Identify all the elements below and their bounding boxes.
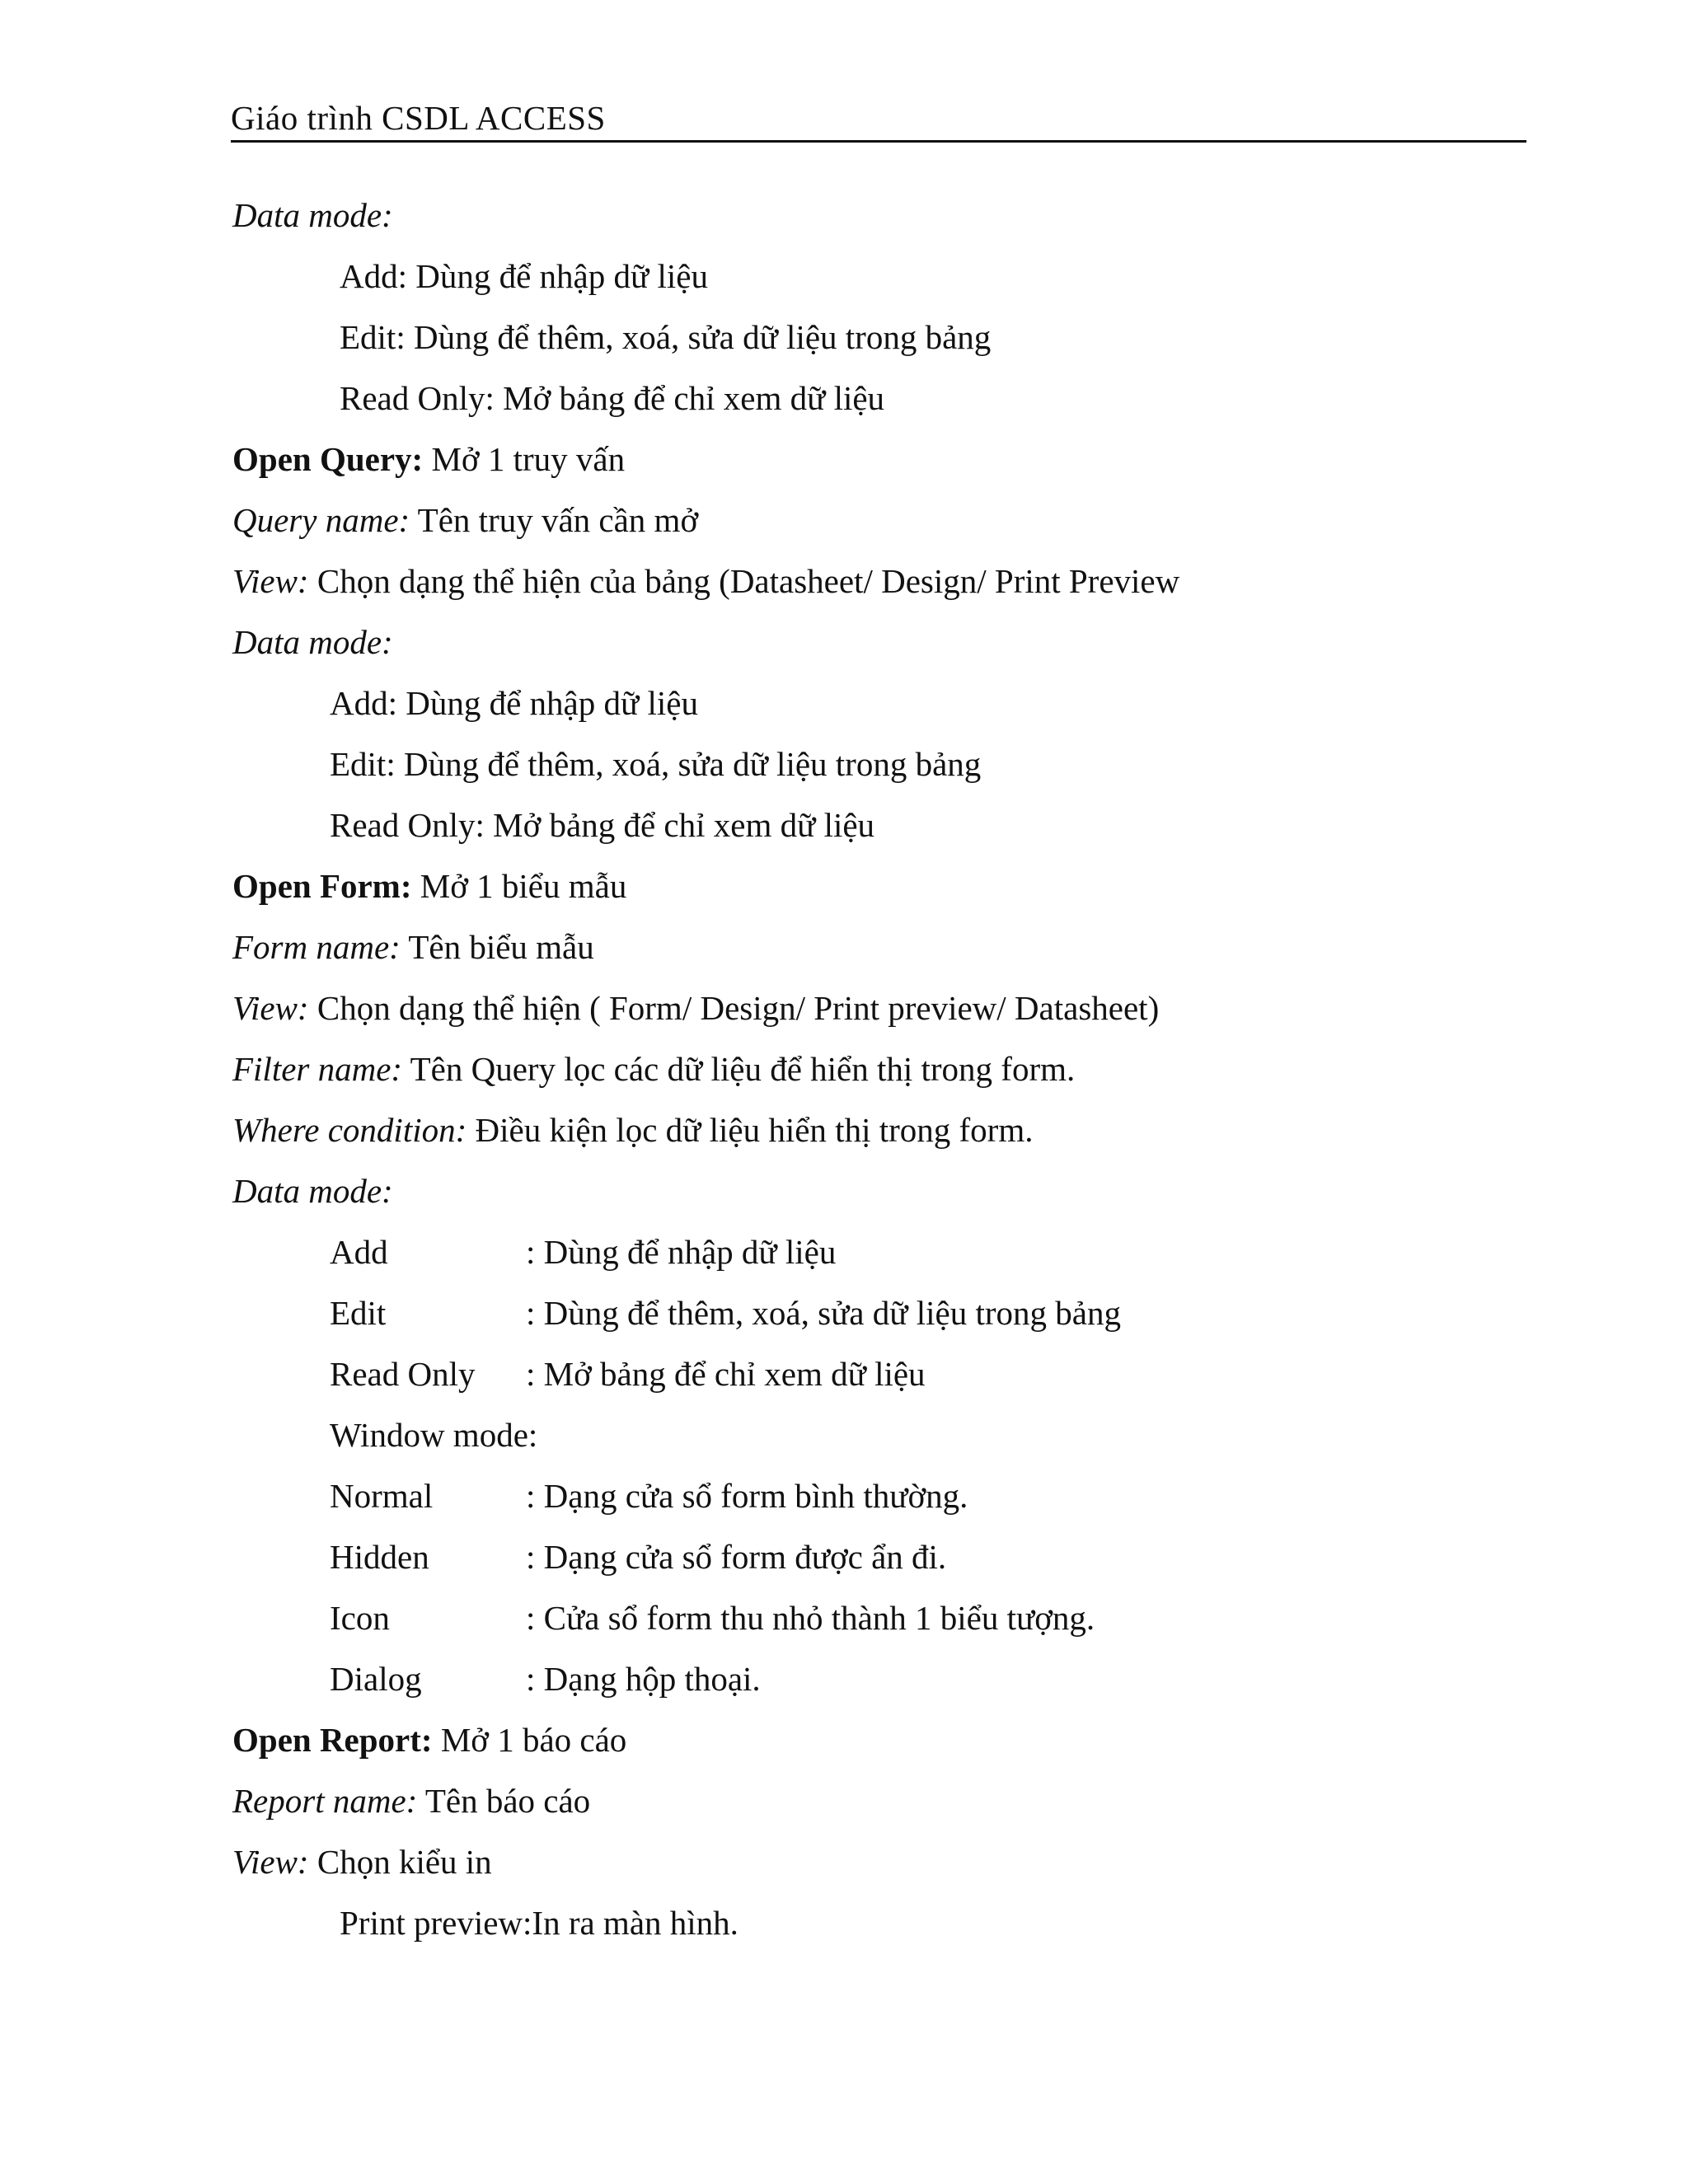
form-data-mode-desc: : Mở bảng để chỉ xem dữ liệu	[526, 1355, 926, 1393]
open-form-heading-line	[232, 865, 626, 907]
form-window-mode-key: Normal	[330, 1477, 434, 1515]
open-query-heading: Open Query:	[232, 440, 424, 478]
query-view-line	[232, 560, 1179, 602]
form-window-mode-desc: : Dạng hộp thoại.	[526, 1660, 761, 1698]
form-filter-line	[232, 1048, 1075, 1090]
query-name-line	[232, 499, 698, 541]
form-filter-label: Filter name:	[232, 1050, 403, 1088]
table-data-mode-label: Data mode:	[232, 196, 393, 234]
form-data-mode-row	[330, 1231, 836, 1272]
form-window-mode-key: Hidden	[330, 1538, 429, 1576]
report-print-preview: Print preview:In ra màn hình.	[340, 1904, 738, 1942]
form-name-line	[232, 926, 594, 968]
open-form-heading: Open Form:	[232, 867, 412, 905]
open-report-heading-line	[232, 1719, 626, 1760]
query-data-mode-label: Data mode:	[232, 623, 393, 661]
report-view-line	[232, 1841, 492, 1882]
table-data-mode-add: Add: Dùng để nhập dữ liệu	[340, 257, 708, 295]
query-data-mode-add: Add: Dùng để nhập dữ liệu	[330, 684, 698, 722]
form-data-mode-row	[330, 1292, 1121, 1333]
form-window-mode-row	[330, 1658, 761, 1699]
report-name-line	[232, 1780, 590, 1821]
open-query-heading-line	[232, 438, 625, 480]
form-window-mode-row	[330, 1536, 946, 1577]
form-filter-desc: Tên Query lọc các dữ liệu để hiển thị trong form.	[402, 1050, 1076, 1088]
form-window-mode-desc: : Cửa sổ form thu nhỏ thành 1 biểu tượng.	[526, 1599, 1095, 1637]
query-name-label: Query name:	[232, 501, 410, 539]
page-header-title: Giáo trình CSDL ACCESS	[231, 99, 606, 137]
form-window-mode-desc: : Dạng cửa sổ form được ẩn đi.	[526, 1538, 947, 1576]
form-data-mode-desc: : Dùng để thêm, xoá, sửa dữ liệu trong bảng	[526, 1294, 1121, 1332]
form-view-line	[232, 987, 1159, 1029]
report-view-desc: Chọn kiểu in	[308, 1843, 492, 1881]
form-where-label: Where condition:	[232, 1111, 467, 1149]
form-window-mode-desc: : Dạng cửa sổ form bình thường.	[526, 1477, 968, 1515]
query-data-mode-edit: Edit: Dùng để thêm, xoá, sửa dữ liệu trong bảng	[330, 745, 982, 783]
form-window-mode-key: Icon	[330, 1599, 390, 1637]
form-window-mode-key: Dialog	[330, 1660, 422, 1698]
table-data-mode-edit: Edit: Dùng để thêm, xoá, sửa dữ liệu trong bảng	[340, 318, 992, 356]
form-data-mode-key: Add	[330, 1233, 388, 1271]
form-view-label: View:	[232, 989, 309, 1027]
form-window-mode-row	[330, 1475, 968, 1516]
open-report-heading: Open Report:	[232, 1721, 433, 1759]
form-data-mode-desc: : Dùng để nhập dữ liệu	[526, 1233, 837, 1271]
report-name-label: Report name:	[232, 1782, 418, 1820]
form-window-mode-label: Window mode:	[330, 1416, 538, 1454]
form-name-desc: Tên biểu mẫu	[400, 928, 594, 966]
form-name-label: Form name:	[232, 928, 401, 966]
form-data-mode-key: Read Only	[330, 1355, 476, 1393]
form-where-desc: Điều kiện lọc dữ liệu hiển thị trong form.	[467, 1111, 1034, 1149]
query-view-desc: Chọn dạng thể hiện của bảng (Datasheet/ Design/ Print Preview	[308, 562, 1180, 600]
form-where-line	[232, 1109, 1033, 1151]
query-name-desc: Tên truy vấn cần mở	[410, 501, 699, 539]
form-data-mode-row	[330, 1353, 926, 1394]
query-view-label: View:	[232, 562, 309, 600]
form-data-mode-key: Edit	[330, 1294, 387, 1332]
open-form-desc: Mở 1 biểu mẫu	[411, 867, 627, 905]
report-name-desc: Tên báo cáo	[417, 1782, 591, 1820]
query-data-mode-readonly: Read Only: Mở bảng để chỉ xem dữ liệu	[330, 806, 875, 844]
form-view-desc: Chọn dạng thể hiện ( Form/ Design/ Print preview/ Datasheet)	[308, 989, 1160, 1027]
form-window-mode-row	[330, 1597, 1095, 1638]
form-data-mode-label: Data mode:	[232, 1172, 393, 1210]
open-report-desc: Mở 1 báo cáo	[432, 1721, 627, 1759]
table-data-mode-readonly: Read Only: Mở bảng để chỉ xem dữ liệu	[340, 379, 885, 417]
report-view-label: View:	[232, 1843, 309, 1881]
open-query-desc: Mở 1 truy vấn	[423, 440, 626, 478]
